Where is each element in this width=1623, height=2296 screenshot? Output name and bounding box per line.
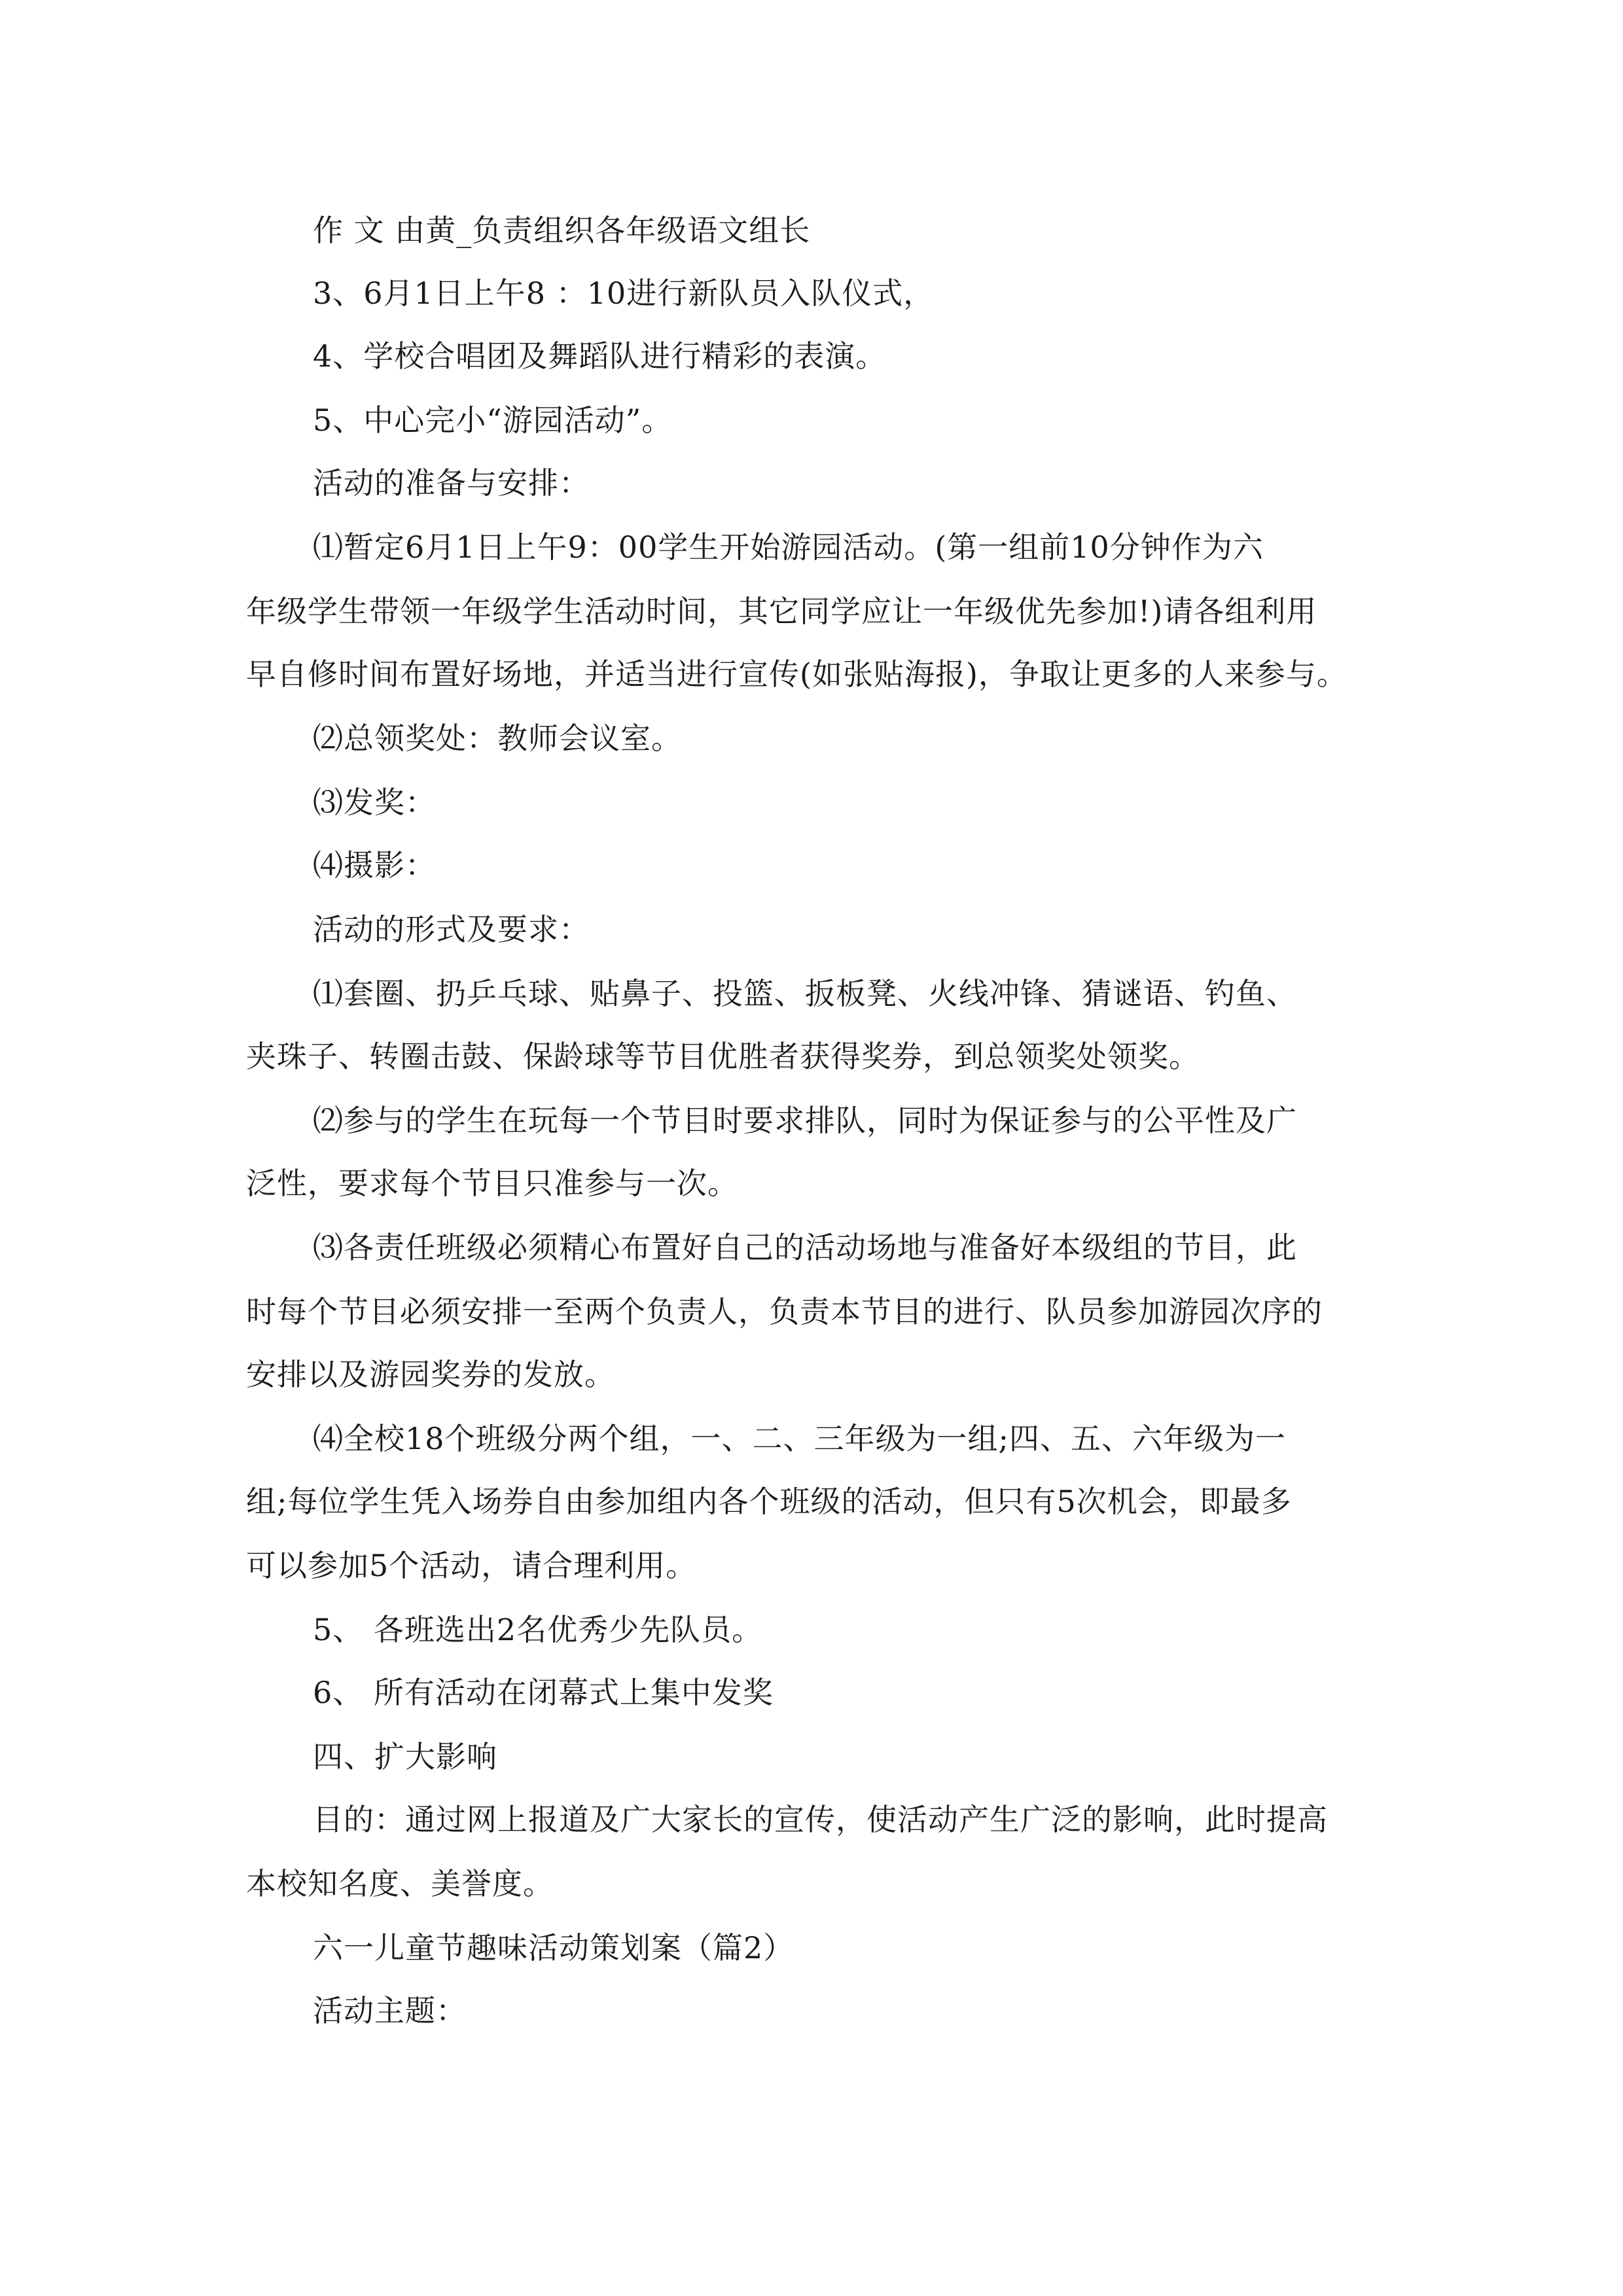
text-line: ⑴暂定6月1日上午9：00学生开始游园活动。(第一组前10分钟作为六: [313, 529, 1264, 565]
text-line: 年级学生带领一年级学生活动时间，其它同学应让一年级优先参加!)请各组利用: [246, 594, 1317, 629]
text-line: 5、 各班选出2名优秀少先队员。: [313, 1612, 763, 1647]
text-line: 6、 所有活动在闭幕式上集中发奖: [313, 1675, 774, 1710]
text-line: ⑵总领奖处：教师会议室。: [313, 721, 682, 756]
text-line: 3、6月1日上午8 ：10进行新队员入队仪式，: [313, 276, 935, 311]
text-line: 早自修时间布置好场地，并适当进行宣传(如张贴海报)，争取让更多的人来参与。: [246, 656, 1347, 692]
text-line: ⑶发奖：: [313, 785, 436, 820]
text-line: 目的：通过网上报道及广大家长的宣传，使活动产生广泛的影响，此时提高: [313, 1802, 1328, 1837]
text-line: ⑶各责任班级必须精心布置好自己的活动场地与准备好本级组的节目，此: [313, 1230, 1297, 1265]
text-line: 5、中心完小“游园活动”。: [313, 403, 673, 438]
section-heading: 活动的准备与安排：: [313, 465, 590, 501]
section-heading: 四、扩大影响: [313, 1739, 497, 1774]
text-line: ⑵参与的学生在玩每一个节目时要求排队，同时为保证参与的公平性及广: [313, 1103, 1297, 1138]
text-line: 作 文 由黄_负责组织各年级语文组长: [313, 213, 811, 248]
text-line: 4、学校合唱团及舞蹈队进行精彩的表演。: [313, 338, 887, 374]
text-line: 组;每位学生凭入场券自由参加组内各个班级的活动，但只有5次机会，即最多: [246, 1484, 1292, 1519]
text-line: 泛性，要求每个节目只准参与一次。: [246, 1166, 738, 1201]
text-line: ⑴套圈、扔乒乓球、贴鼻子、投篮、扳板凳、火线冲锋、猜谜语、钓鱼、: [313, 976, 1297, 1011]
text-line: 可以参加5个活动，请合理利用。: [246, 1548, 697, 1583]
text-line: 本校知名度、美誉度。: [246, 1866, 554, 1901]
text-line: 夹珠子、转圈击鼓、保龄球等节目优胜者获得奖券，到总领奖处领奖。: [246, 1039, 1200, 1074]
section-heading: 活动的形式及要求：: [313, 912, 590, 947]
section-heading: 活动主题：: [313, 1993, 467, 2028]
text-line: ⑷全校18个班级分两个组，一、二、三年级为一组;四、五、六年级为一: [313, 1421, 1287, 1456]
text-line: ⑷摄影：: [313, 848, 436, 883]
text-line: 时每个节目必须安排一至两个负责人，负责本节目的进行、队员参加游园次序的: [246, 1294, 1323, 1329]
text-line: 安排以及游园奖券的发放。: [246, 1357, 615, 1392]
document-title: 六一儿童节趣味活动策划案（篇2）: [313, 1930, 794, 1965]
